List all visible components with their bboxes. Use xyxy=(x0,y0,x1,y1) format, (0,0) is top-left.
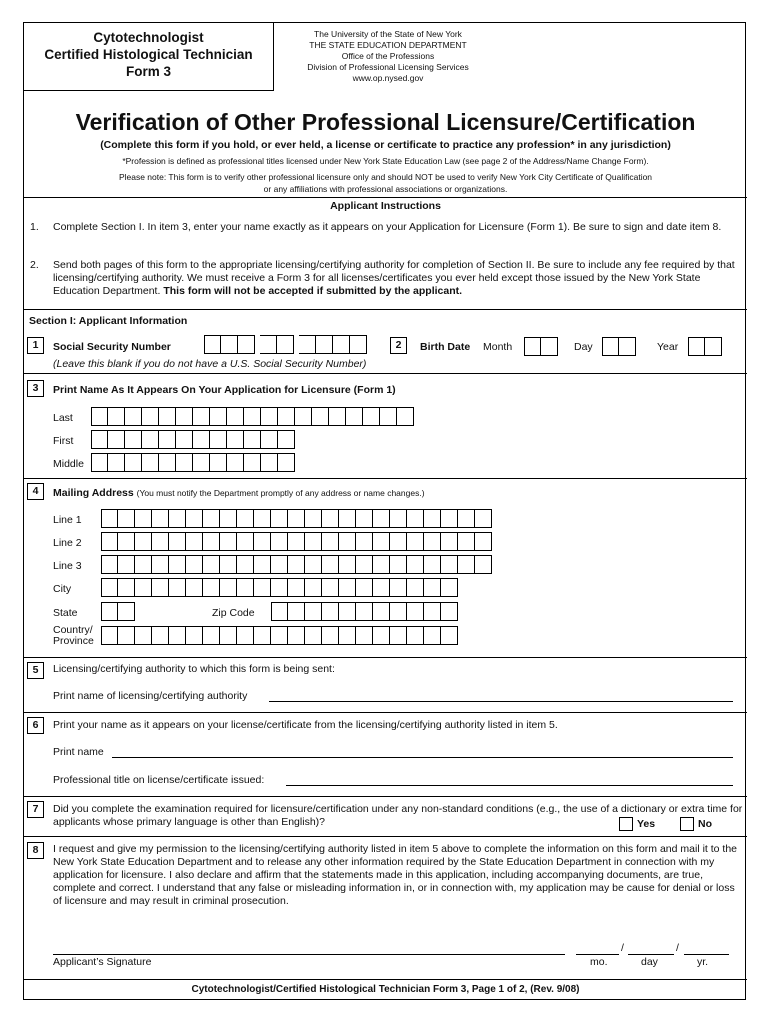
char-box[interactable] xyxy=(135,578,152,597)
item-number: 1 xyxy=(27,337,44,354)
char-box[interactable] xyxy=(108,430,125,449)
char-box[interactable] xyxy=(288,602,305,621)
char-box[interactable] xyxy=(118,578,135,597)
profession-note: *Profession is defined as professional titles licensed under New York State Education Law (see page 2 of the Address/Name Change Form). xyxy=(122,156,649,166)
form-title-line: Certified Histological Technician xyxy=(44,47,253,62)
form-page xyxy=(23,22,746,1000)
char-box[interactable] xyxy=(407,555,424,574)
char-box[interactable] xyxy=(305,602,322,621)
instruction-item-2-text: Send both pages of this form to the appropriate licensing/certifying authority for completion of Section II. Be sure to include any fee required by that licensing/certifying authority. We must receive a Form 3 for all licenses/certificates you ever held except those issued by the New York State Education Department. xyxy=(53,259,735,297)
char-box[interactable] xyxy=(424,532,441,551)
char-box[interactable] xyxy=(288,532,305,551)
char-box[interactable] xyxy=(322,555,339,574)
char-box[interactable] xyxy=(254,532,271,551)
zip-code-label: Zip Code xyxy=(212,607,255,619)
char-box[interactable] xyxy=(135,555,152,574)
subtitle: (Complete this form if you hold, or ever held, a license or certificate to practice any profession* in any jurisdiction) xyxy=(100,139,671,151)
char-box[interactable] xyxy=(152,509,169,528)
char-box[interactable] xyxy=(101,626,118,645)
char-box[interactable] xyxy=(186,626,203,645)
ssn-label: Social Security Number xyxy=(53,341,171,353)
char-box[interactable] xyxy=(373,578,390,597)
birth-day-label: Day xyxy=(574,341,593,353)
char-box[interactable] xyxy=(159,453,176,472)
char-box[interactable] xyxy=(159,430,176,449)
state-boxes[interactable] xyxy=(101,602,135,621)
yes-option[interactable] xyxy=(619,817,655,831)
char-box[interactable] xyxy=(152,555,169,574)
agency-line: The University of the State of New York xyxy=(314,29,462,39)
char-box[interactable] xyxy=(390,602,407,621)
char-box[interactable] xyxy=(339,509,356,528)
attestation-text: I request and give my permission to the licensing/certifying authority listed in item 5 above to complete the information on this form and mail it to the New York State Education Department and to release any other information required by the State Education Department in connection with my application for licensure. I also declare and affirm that the statements made in this application, including accompanying documents, are true, complete and correct. I understand that any false or misleading information in, or in connection with, my application may be cause for denial or loss of licensure and may result in criminal prosecution. xyxy=(53,843,738,907)
char-box[interactable] xyxy=(203,555,220,574)
char-box[interactable] xyxy=(271,532,288,551)
line-3-label: Line 3 xyxy=(53,560,82,572)
state-box[interactable] xyxy=(118,602,135,621)
item-number: 2 xyxy=(390,337,407,354)
main-title: Verification of Other Professional Licensure/Certification xyxy=(75,109,696,135)
char-box[interactable] xyxy=(356,532,373,551)
char-box[interactable] xyxy=(227,453,244,472)
no-option[interactable] xyxy=(680,817,712,831)
birth-day-box[interactable] xyxy=(602,337,619,356)
char-box[interactable] xyxy=(271,602,288,621)
char-box[interactable] xyxy=(441,626,458,645)
char-box[interactable] xyxy=(339,555,356,574)
char-box[interactable] xyxy=(220,626,237,645)
char-box[interactable] xyxy=(91,407,108,426)
char-box[interactable] xyxy=(142,430,159,449)
yes-checkbox[interactable] xyxy=(619,817,633,831)
char-box[interactable] xyxy=(169,578,186,597)
char-box[interactable] xyxy=(176,407,193,426)
instructions-heading: Applicant Instructions xyxy=(330,200,441,212)
char-box[interactable] xyxy=(142,407,159,426)
char-box[interactable] xyxy=(186,532,203,551)
char-box[interactable] xyxy=(458,555,475,574)
char-box[interactable] xyxy=(108,453,125,472)
char-box[interactable] xyxy=(210,430,227,449)
char-box[interactable] xyxy=(118,509,135,528)
char-box[interactable] xyxy=(193,407,210,426)
char-box[interactable] xyxy=(271,578,288,597)
authority-name-line[interactable] xyxy=(269,701,733,702)
instruction-item-1: Complete Section I. In item 3, enter your name exactly as it appears on your Application for Licensure (Form 1). Be sure to sign and date item 8. xyxy=(53,221,722,233)
char-box[interactable] xyxy=(254,626,271,645)
form-title-line: Cytotechnologist xyxy=(93,30,204,45)
item-number: 7 xyxy=(27,801,44,818)
char-box[interactable] xyxy=(237,509,254,528)
section-1-heading: Section I: Applicant Information xyxy=(29,315,188,327)
first-name-label: First xyxy=(53,435,74,447)
state-label: State xyxy=(53,607,78,619)
birth-year-label: Year xyxy=(657,341,679,353)
char-box[interactable] xyxy=(424,602,441,621)
char-box[interactable] xyxy=(322,626,339,645)
char-box[interactable] xyxy=(118,626,135,645)
char-box[interactable] xyxy=(203,509,220,528)
divider xyxy=(24,796,747,797)
zip-code-boxes[interactable] xyxy=(271,602,458,621)
line-2-label: Line 2 xyxy=(53,537,82,549)
char-box[interactable] xyxy=(152,532,169,551)
char-box[interactable] xyxy=(475,509,492,528)
item-number: 6 xyxy=(27,717,44,734)
ssn-digit-box[interactable] xyxy=(333,335,350,354)
ssn-digit-box[interactable] xyxy=(316,335,333,354)
signature-label: Applicant’s Signature xyxy=(53,956,152,968)
char-box[interactable] xyxy=(244,453,261,472)
char-box[interactable] xyxy=(91,430,108,449)
char-box[interactable] xyxy=(135,626,152,645)
char-box[interactable] xyxy=(169,509,186,528)
sign-month-line[interactable] xyxy=(576,954,619,955)
char-box[interactable] xyxy=(254,555,271,574)
please-note-line-2: or any affiliations with professional associations or organizations. xyxy=(263,184,508,194)
char-box[interactable] xyxy=(169,626,186,645)
license-name-question: Print your name as it appears on your license/certificate from the licensing/certifying authority listed in item 5. xyxy=(53,719,558,731)
char-box[interactable] xyxy=(441,602,458,621)
char-box[interactable] xyxy=(254,578,271,597)
mailing-address-label: Mailing Address xyxy=(53,487,134,499)
divider xyxy=(24,836,747,837)
char-box[interactable] xyxy=(142,453,159,472)
char-box[interactable] xyxy=(356,626,373,645)
char-box[interactable] xyxy=(339,626,356,645)
divider xyxy=(24,373,747,374)
char-box[interactable] xyxy=(237,578,254,597)
print-name-label: Print name xyxy=(53,746,104,758)
char-box[interactable] xyxy=(397,407,414,426)
license-name-line[interactable] xyxy=(112,757,733,758)
country-label-line: Country/ xyxy=(53,624,93,636)
birth-date-label: Birth Date xyxy=(420,341,471,353)
ssn-digit-box[interactable] xyxy=(350,335,367,354)
char-box[interactable] xyxy=(441,509,458,528)
ssn-digit-box[interactable] xyxy=(238,335,255,354)
char-box[interactable] xyxy=(278,407,295,426)
char-box[interactable] xyxy=(288,509,305,528)
char-box[interactable] xyxy=(237,555,254,574)
char-box[interactable] xyxy=(210,407,227,426)
char-box[interactable] xyxy=(169,532,186,551)
char-box[interactable] xyxy=(441,532,458,551)
last-name-label: Last xyxy=(53,412,73,424)
country-boxes[interactable] xyxy=(101,626,458,645)
char-box[interactable] xyxy=(261,453,278,472)
day-label: day xyxy=(641,956,658,968)
char-box[interactable] xyxy=(424,555,441,574)
divider xyxy=(24,197,747,198)
agency-line: THE STATE EDUCATION DEPARTMENT xyxy=(309,40,467,50)
char-box[interactable] xyxy=(176,453,193,472)
item-number: 3 xyxy=(27,380,44,397)
ssn-digit-box[interactable] xyxy=(204,335,221,354)
char-box[interactable] xyxy=(186,555,203,574)
divider xyxy=(24,657,747,658)
char-box[interactable] xyxy=(441,578,458,597)
char-box[interactable] xyxy=(118,532,135,551)
char-box[interactable] xyxy=(220,555,237,574)
char-box[interactable] xyxy=(203,626,220,645)
char-box[interactable] xyxy=(193,430,210,449)
char-box[interactable] xyxy=(101,532,118,551)
form-title-box xyxy=(24,23,274,91)
char-box[interactable] xyxy=(135,509,152,528)
char-box[interactable] xyxy=(101,555,118,574)
print-name-heading: Print Name As It Appears On Your Application for Licensure (Form 1) xyxy=(53,384,396,396)
address-line-1-boxes[interactable] xyxy=(101,509,492,528)
char-box[interactable] xyxy=(329,407,346,426)
divider xyxy=(24,712,747,713)
char-box[interactable] xyxy=(322,509,339,528)
mailing-address-heading xyxy=(53,487,425,499)
divider xyxy=(24,478,747,479)
char-box[interactable] xyxy=(288,578,305,597)
country-label xyxy=(53,625,94,647)
no-label: No xyxy=(698,817,712,830)
char-box[interactable] xyxy=(237,626,254,645)
mailing-address-note: (You must notify the Department promptly of any address or name changes.) xyxy=(136,488,425,498)
yes-label: Yes xyxy=(637,817,656,830)
char-box[interactable] xyxy=(305,509,322,528)
birth-month-boxes[interactable] xyxy=(524,337,558,356)
char-box[interactable] xyxy=(227,430,244,449)
char-box[interactable] xyxy=(373,509,390,528)
char-box[interactable] xyxy=(237,532,254,551)
ssn-note: (Leave this blank if you do not have a U.S. Social Security Number) xyxy=(53,358,367,370)
date-slash: / xyxy=(621,942,624,954)
birth-day-box[interactable] xyxy=(619,337,636,356)
char-box[interactable] xyxy=(91,453,108,472)
char-box[interactable] xyxy=(203,578,220,597)
line-1-label: Line 1 xyxy=(53,514,82,526)
char-box[interactable] xyxy=(271,555,288,574)
char-box[interactable] xyxy=(322,532,339,551)
char-box[interactable] xyxy=(244,407,261,426)
char-box[interactable] xyxy=(407,602,424,621)
char-box[interactable] xyxy=(244,430,261,449)
birth-year-box[interactable] xyxy=(688,337,705,356)
char-box[interactable] xyxy=(101,578,118,597)
authority-print-label: Print name of licensing/certifying authority xyxy=(53,690,248,702)
nonstandard-conditions-question: Did you complete the examination required for licensure/certification under any non-standard conditions (e.g., the use of a dictionary or extra time for applicants whose primary language is other than English)? xyxy=(53,803,743,828)
char-box[interactable] xyxy=(125,407,142,426)
char-box[interactable] xyxy=(305,626,322,645)
first-name-boxes[interactable] xyxy=(91,430,295,449)
char-box[interactable] xyxy=(152,626,169,645)
char-box[interactable] xyxy=(220,509,237,528)
char-box[interactable] xyxy=(322,578,339,597)
instruction-item-2 xyxy=(53,259,743,298)
char-box[interactable] xyxy=(186,578,203,597)
birth-year-box[interactable] xyxy=(705,337,722,356)
country-label-line: Province xyxy=(53,635,94,647)
birth-month-label: Month xyxy=(483,341,513,353)
address-line-2-boxes[interactable] xyxy=(101,532,492,551)
item-number: 4 xyxy=(27,483,44,500)
char-box[interactable] xyxy=(305,578,322,597)
char-box[interactable] xyxy=(356,509,373,528)
agency-line: Office of the Professions xyxy=(341,51,435,61)
sign-day-line[interactable] xyxy=(628,954,674,955)
item-number: 5 xyxy=(27,662,44,679)
char-box[interactable] xyxy=(346,407,363,426)
agency-line: Division of Professional Licensing Services xyxy=(307,62,469,72)
char-box[interactable] xyxy=(227,407,244,426)
char-box[interactable] xyxy=(424,578,441,597)
agency-block xyxy=(279,29,497,84)
divider xyxy=(24,979,747,980)
middle-name-boxes[interactable] xyxy=(91,453,295,472)
char-box[interactable] xyxy=(108,407,125,426)
char-box[interactable] xyxy=(288,555,305,574)
char-box[interactable] xyxy=(407,626,424,645)
no-checkbox[interactable] xyxy=(680,817,694,831)
char-box[interactable] xyxy=(295,407,312,426)
char-box[interactable] xyxy=(254,509,271,528)
char-box[interactable] xyxy=(356,555,373,574)
instruction-number: 1. xyxy=(30,221,39,233)
char-box[interactable] xyxy=(186,509,203,528)
char-box[interactable] xyxy=(288,626,305,645)
char-box[interactable] xyxy=(152,578,169,597)
char-box[interactable] xyxy=(125,453,142,472)
char-box[interactable] xyxy=(441,555,458,574)
instruction-item-2-bold: This form will not be accepted if submitted by the applicant. xyxy=(163,285,463,297)
char-box[interactable] xyxy=(458,532,475,551)
signature-line[interactable] xyxy=(53,954,565,955)
char-box[interactable] xyxy=(176,430,193,449)
char-box[interactable] xyxy=(135,532,152,551)
birth-month-box[interactable] xyxy=(524,337,541,356)
char-box[interactable] xyxy=(322,602,339,621)
char-box[interactable] xyxy=(339,532,356,551)
char-box[interactable] xyxy=(424,509,441,528)
instruction-number: 2. xyxy=(30,259,39,271)
char-box[interactable] xyxy=(424,626,441,645)
char-box[interactable] xyxy=(220,532,237,551)
char-box[interactable] xyxy=(407,532,424,551)
char-box[interactable] xyxy=(373,532,390,551)
char-box[interactable] xyxy=(169,555,186,574)
char-box[interactable] xyxy=(312,407,329,426)
char-box[interactable] xyxy=(261,407,278,426)
char-box[interactable] xyxy=(271,626,288,645)
char-box[interactable] xyxy=(356,602,373,621)
char-box[interactable] xyxy=(390,555,407,574)
char-box[interactable] xyxy=(407,509,424,528)
ssn-boxes[interactable] xyxy=(204,335,367,354)
birth-year-boxes[interactable] xyxy=(688,337,722,356)
char-box[interactable] xyxy=(305,555,322,574)
char-box[interactable] xyxy=(220,578,237,597)
item-number: 8 xyxy=(27,842,44,859)
char-box[interactable] xyxy=(101,509,118,528)
char-box[interactable] xyxy=(390,578,407,597)
last-name-boxes[interactable] xyxy=(91,407,414,426)
char-box[interactable] xyxy=(125,430,142,449)
char-box[interactable] xyxy=(390,532,407,551)
char-box[interactable] xyxy=(278,453,295,472)
birth-month-box[interactable] xyxy=(541,337,558,356)
birth-day-boxes[interactable] xyxy=(602,337,636,356)
divider xyxy=(24,309,747,310)
char-box[interactable] xyxy=(475,555,492,574)
char-box[interactable] xyxy=(390,509,407,528)
char-box[interactable] xyxy=(118,555,135,574)
char-box[interactable] xyxy=(278,430,295,449)
char-box[interactable] xyxy=(373,555,390,574)
char-box[interactable] xyxy=(407,578,424,597)
char-box[interactable] xyxy=(390,626,407,645)
char-box[interactable] xyxy=(159,407,176,426)
city-boxes[interactable] xyxy=(101,578,458,597)
authority-question: Licensing/certifying authority to which this form is being sent: xyxy=(53,663,335,675)
char-box[interactable] xyxy=(373,602,390,621)
year-label: yr. xyxy=(697,956,709,968)
ssn-digit-box[interactable] xyxy=(221,335,238,354)
month-label: mo. xyxy=(590,956,608,968)
char-box[interactable] xyxy=(261,430,278,449)
char-box[interactable] xyxy=(380,407,397,426)
ssn-digit-box[interactable] xyxy=(299,335,316,354)
sign-year-line[interactable] xyxy=(684,954,729,955)
char-box[interactable] xyxy=(271,509,288,528)
professional-title-line[interactable] xyxy=(286,785,733,786)
char-box[interactable] xyxy=(203,532,220,551)
state-box[interactable] xyxy=(101,602,118,621)
char-box[interactable] xyxy=(305,532,322,551)
char-box[interactable] xyxy=(373,626,390,645)
please-note-line-1: Please note: This form is to verify other professional licensure only and should NOT be used to verify New York City Certificate of Qualification xyxy=(118,172,653,182)
footer: Cytotechnologist/Certified Histological Technician Form 3, Page 1 of 2, (Rev. 9/08) xyxy=(191,984,580,995)
char-box[interactable] xyxy=(339,602,356,621)
char-box[interactable] xyxy=(363,407,380,426)
city-label: City xyxy=(53,583,72,595)
professional-title-label: Professional title on license/certificate issued: xyxy=(53,774,265,786)
char-box[interactable] xyxy=(458,509,475,528)
middle-name-label: Middle xyxy=(53,458,84,470)
char-box[interactable] xyxy=(339,578,356,597)
char-box[interactable] xyxy=(475,532,492,551)
char-box[interactable] xyxy=(193,453,210,472)
char-box[interactable] xyxy=(356,578,373,597)
ssn-digit-box[interactable] xyxy=(260,335,277,354)
date-slash: / xyxy=(676,942,679,954)
form-title-line: Form 3 xyxy=(125,64,171,79)
ssn-digit-box[interactable] xyxy=(277,335,294,354)
char-box[interactable] xyxy=(210,453,227,472)
address-line-3-boxes[interactable] xyxy=(101,555,492,574)
agency-link[interactable]: www.op.nysed.gov xyxy=(352,73,424,83)
